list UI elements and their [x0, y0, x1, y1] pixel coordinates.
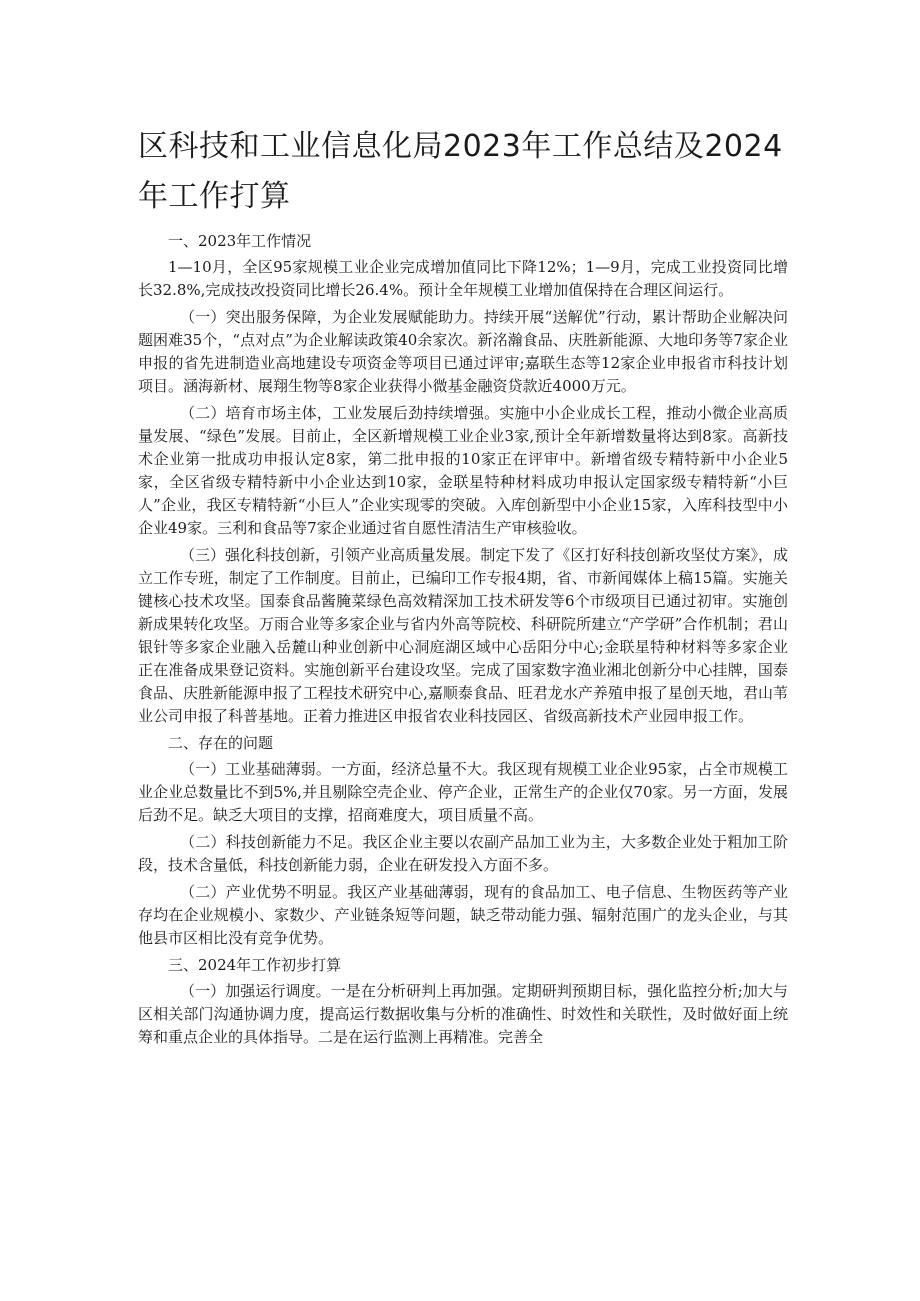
paragraph-1-3: （三）强化科技创新，引领产业高质量发展。制定下发了《区打好科技创新攻坚仗方案》，成立工作专班，制定了工作制度。目前止，已编印工作专报4期，省、市新闻媒体上稿15篇。实施关键核心技术攻坚。国泰食品酱腌菜绿色高效精深加工技术研发等6个市级项目已通过初审。实施创新成果转化攻坚。万雨合业等多家企业与省内外高等院校、科研院所建立“产学研”合作机制；君山银针等多家企业融入岳麓山种业创新中心洞庭湖区域中心岳阳分中心;金联星特种材料等多家企业正在准备成果登记资料。实施创新平台建设攻坚。完成了国家数字渔业湘北创新分中心挂牌，国泰食品、庆胜新能源申报了工程技术研究中心,嘉顺泰食品、旺君龙水产养殖申报了星创天地，君山苇业公司申报了科普基地。正着力推进区申报省农业科技园区、省级高新技术产业园申报工作。 — [138, 546, 788, 725]
section-heading-1: 一、2023年工作情况 — [168, 232, 312, 250]
paragraph-1-2: （二）培育市场主体，工业发展后劲持续增强。实施中小企业成长工程，推动小微企业高质量发展、“绿色”发展。目前止，全区新增规模工业企业3家,预计全年新增数量将达到8家。高新技术企业第一批成功申报认定8家，第二批申报的10家正在评审中。新增省级专精特新中小企业5家，全区省级专精特新中小企业达到10家，金联星特种材料成功申报认定国家级专精特新“小巨人”企业，我区专精特新“小巨人”企业实现零的突破。入库创新型中小企业15家，入库科技型中小企业49家。三利和食品等7家企业通过省自愿性清洁生产审核验收。 — [138, 404, 788, 537]
paragraph-2-2: （二）科技创新能力不足。我区企业主要以农副产品加工业为主，大多数企业处于粗加工阶段，技术含量低，科技创新能力弱，企业在研发投入方面不多。 — [138, 833, 788, 874]
document-body — [138, 230, 788, 1053]
paragraph-2-1: （一）工业基础薄弱。一方面，经济总量不大。我区现有规模工业企业95家，占全市规模工业企业总数量比不到5%,并且剔除空壳企业、停产企业，正常生产的企业仅70家。另一方面，发展后劲不足。缺乏大项目的支撑，招商难度大，项目质量不高。 — [138, 760, 788, 824]
document-title: 区科技和工业信息化局2023年工作总结及2024年工作打算 — [138, 129, 783, 214]
paragraph-3-1: （一）加强运行调度。一是在分析研判上再加强。定期研判预期目标，强化监控分析;加大与区相关部门沟通协调力度，提高运行数据收集与分析的准确性、时效性和关联性，及时做好面上统筹和重点企业的具体指导。二是在运行监测上再精准。完善全 — [138, 982, 788, 1046]
paragraph-1-1: （一）突出服务保障，为企业发展赋能助力。持续开展“送解优”行动，累计帮助企业解决问题困难35个，“点对点”为企业解读政策40余家次。新洺瀚食品、庆胜新能源、大地印务等7家企业申报的省先进制造业高地建设专项资金等项目已通过评审;嘉联生态等12家企业申报省市科技计划项目。涵海新材、展翔生物等8家企业获得小微基金融资贷款近4000万元。 — [138, 308, 788, 395]
section-heading-3: 三、2024年工作初步打算 — [168, 956, 342, 974]
section-heading-2: 二、存在的问题 — [168, 734, 274, 752]
paragraph-intro: 1—10月，全区95家规模工业企业完成增加值同比下降12%；1—9月，完成工业投资同比增长32.8%,完成技改投资同比增长26.4%。预计全年规模工业增加值保持在合理区间运行。 — [138, 258, 788, 299]
paragraph-2-3: （二）产业优势不明显。我区产业基础薄弱，现有的食品加工、电子信息、生物医药等产业存均在企业规模小、家数少、产业链条短等问题，缺乏带动能力强、辐射范围广的龙头企业，与其他县市区相比没有竞争优势。 — [138, 883, 788, 947]
